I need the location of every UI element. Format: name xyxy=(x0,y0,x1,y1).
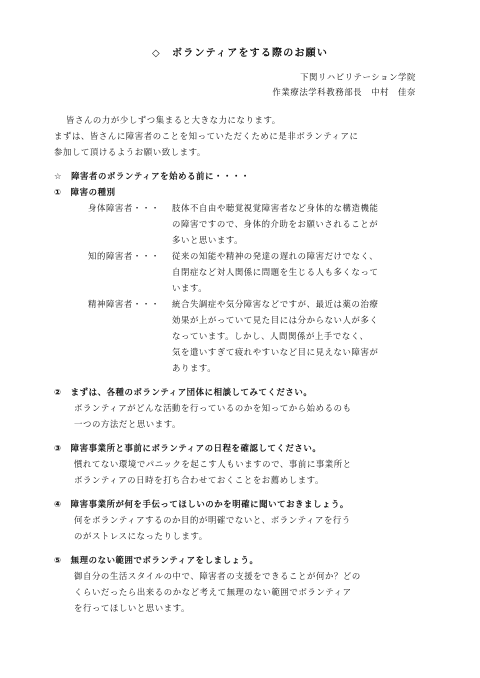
item-heading: ② まずは、各種のボランティア団体に相談してみてください。 xyxy=(54,387,313,397)
item-heading: ③ 障害事業所と事前にボランティアの日程を確認してください。 xyxy=(54,443,322,453)
intro-line: 皆さんの力が少しずつ集まると大きな力になります。 xyxy=(66,115,281,125)
category-description: なっています。しかし、人間関係が上手でなく、 xyxy=(172,331,369,341)
item-text: を行ってほしいと思います。 xyxy=(74,603,191,613)
item-text: 慣れてない環境でパニックを起こす人もいますので、事前に事業所と xyxy=(74,459,352,469)
item-text: くらいだったら出来るのかなど考えて無理のない範囲でボランティア xyxy=(74,587,352,597)
section-heading: ☆ 障害者のボランティアを始める前に・・・・ xyxy=(54,171,250,181)
item-text: ボランティアがどんな活動を行っているのかを知ってから始めるのも xyxy=(74,403,352,413)
item-text: 御自分の生活スタイルの中で、障害者の支援をできることが何か？どの xyxy=(74,571,361,581)
category-description: あります。 xyxy=(172,363,217,373)
category-description: 肢体不自由や聴覚視覚障害者など身体的な構造機能 xyxy=(172,203,379,213)
item-heading: ④ 障害事業所が何を手伝ってほしいのかを明確に聞いておきましょう。 xyxy=(54,499,349,509)
intro-line: 参加して頂けるようお願い致します。 xyxy=(54,147,206,157)
item-text: 何をボランティアするのか目的が明確でないと、ボランティアを行う xyxy=(74,515,351,525)
category-description: 統合失調症や気分障害などですが、最近は薬の治療 xyxy=(172,299,379,309)
item-text: のがストレスになったりします。 xyxy=(74,531,208,541)
author-school: 下関リハビリテーション学院 xyxy=(300,72,416,82)
category-description: 気を遣いすぎて疲れやすいなど目に見えない障害が xyxy=(172,347,379,357)
item-text: ボランティアの日時を打ち合わせておくことをお薦めします。 xyxy=(74,475,324,485)
category-description: 効果が上がっていて見た目には分からない人が多く xyxy=(172,315,379,325)
item-heading: ⑤ 無理のない範囲でボランティアをしましょう。 xyxy=(54,555,259,565)
category-label: 身体障害者・・・ xyxy=(88,203,160,213)
item-text: 一つの方法だと思います。 xyxy=(74,419,182,429)
author-department: 作業療法学科教務部長 中村 佳奈 xyxy=(272,87,416,97)
category-description: います。 xyxy=(172,283,208,293)
item-heading: ① 障害の種別 xyxy=(54,187,116,197)
category-description: 多いと思います。 xyxy=(172,235,244,245)
category-description: の障害ですので、身体的介助をお願いされることが xyxy=(172,219,379,229)
category-label: 知的障害者・・・ xyxy=(88,251,160,261)
category-description: 従来の知能や精神の発達の遅れの障害だけでなく、 xyxy=(172,251,379,261)
category-label: 精神障害者・・・ xyxy=(88,299,160,309)
page-title: ◇ ボランティアをする際のお願い xyxy=(151,48,329,59)
intro-line: まずは、皆さんに障害者のことを知っていただくために是非ボランティアに xyxy=(54,131,359,141)
category-description: 自閉症など対人関係に問題を生じる人も多くなって xyxy=(172,267,379,277)
